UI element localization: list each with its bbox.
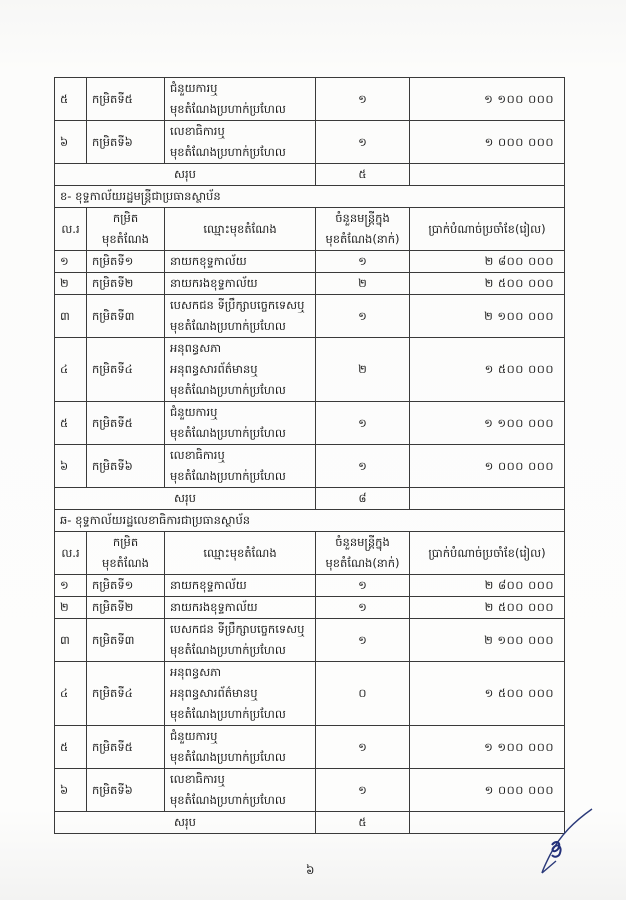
section-title-row <box>55 510 565 532</box>
salary-cell: ១ ៥០០ ០០០ <box>410 662 565 726</box>
table-row <box>55 121 565 164</box>
grade-cell: កម្រិតទី២ <box>87 597 165 619</box>
grade-cell: កម្រិតទី៥ <box>87 78 165 121</box>
grade-cell: កម្រិតទី១ <box>87 251 165 273</box>
salary-cell: ១ ១០០ ០០០ <box>410 402 565 445</box>
grade-cell: កម្រិតទី៣ <box>87 619 165 662</box>
position-name-cell: លេខាធិការឬ មុខតំណែងប្រហាក់ប្រហែល <box>165 445 316 488</box>
row-number: ១ <box>55 575 87 597</box>
salary-cell: ២ ៨០០ ០០០ <box>410 575 565 597</box>
row-number: ២ <box>55 273 87 295</box>
col-header-grade: កម្រិត មុខតំណែង <box>87 532 165 575</box>
count-cell: ១ <box>316 597 410 619</box>
position-name-cell: អនុពន្ធសភា អនុពន្ធសារព័ត៌មានឬ មុខតំណែងប្រហាក់ប្រហែល <box>165 338 316 402</box>
grade-cell: កម្រិតទី៤ <box>87 338 165 402</box>
grade-cell: កម្រិតទី៥ <box>87 402 165 445</box>
total-row <box>55 488 565 510</box>
position-name-cell: ជំនួយការឬ មុខតំណែងប្រហាក់ប្រហែល <box>165 726 316 769</box>
table-row <box>55 78 565 121</box>
count-cell: ១ <box>316 402 410 445</box>
salary-table <box>54 77 565 834</box>
total-label: សរុប <box>55 488 316 510</box>
col-header-salary: ប្រាក់បំណាច់ប្រចាំខែ(រៀល) <box>410 208 565 251</box>
col-header-count: ចំនួនមន្ត្រីក្នុង មុខតំណែង(នាក់) <box>316 208 410 251</box>
table-row <box>55 251 565 273</box>
count-cell: ១ <box>316 445 410 488</box>
row-number: ៥ <box>55 726 87 769</box>
position-name-cell: នាយកខុទ្ទកាល័យ <box>165 575 316 597</box>
row-number: ៦ <box>55 769 87 812</box>
table-row <box>55 295 565 338</box>
signature-initials-icon <box>530 803 610 883</box>
row-number: ៥ <box>55 402 87 445</box>
count-cell: ១ <box>316 619 410 662</box>
position-name-cell: អនុពន្ធសភា អនុពន្ធសារព័ត៌មានឬ មុខតំណែងប្រហាក់ប្រហែល <box>165 662 316 726</box>
total-salary-empty <box>410 164 565 186</box>
col-header-salary: ប្រាក់បំណាច់ប្រចាំខែ(រៀល) <box>410 532 565 575</box>
grade-cell: កម្រិតទី៦ <box>87 769 165 812</box>
grade-cell: កម្រិតទី៥ <box>87 726 165 769</box>
page-number: ៦ <box>306 863 315 877</box>
total-row <box>55 164 565 186</box>
salary-cell: ១ ៥០០ ០០០ <box>410 338 565 402</box>
salary-cell: ២ ៥០០ ០០០ <box>410 597 565 619</box>
grade-cell: កម្រិតទី៦ <box>87 121 165 164</box>
position-name-cell: ជំនួយការឬ មុខតំណែងប្រហាក់ប្រហែល <box>165 402 316 445</box>
salary-cell: ២ ១០០ ០០០ <box>410 295 565 338</box>
header-row <box>55 208 565 251</box>
count-cell: ១ <box>316 121 410 164</box>
position-name-cell: លេខាធិការឬ មុខតំណែងប្រហាក់ប្រហែល <box>165 121 316 164</box>
table-row <box>55 597 565 619</box>
total-count: ៥ <box>316 812 410 834</box>
salary-cell: ១ ០០០ ០០០ <box>410 769 565 812</box>
total-label: សរុប <box>55 812 316 834</box>
row-number: ៤ <box>55 662 87 726</box>
count-cell: ០ <box>316 662 410 726</box>
row-number: ៦ <box>55 445 87 488</box>
row-number: ៦ <box>55 121 87 164</box>
table-row <box>55 769 565 812</box>
position-name-cell: លេខាធិការឬ មុខតំណែងប្រហាក់ប្រហែល <box>165 769 316 812</box>
row-number: ៣ <box>55 295 87 338</box>
position-name-cell: នាយកខុទ្ទកាល័យ <box>165 251 316 273</box>
salary-cell: ១ ០០០ ០០០ <box>410 445 565 488</box>
count-cell: ១ <box>316 295 410 338</box>
table-row <box>55 662 565 726</box>
position-name-cell: បេសកជន ទីប្រឹក្សាបច្ចេកទេសឬ មុខតំណែងប្រហាក់ប្រហែល <box>165 619 316 662</box>
col-header-no: ល.រ <box>55 532 87 575</box>
col-header-position-name: ឈ្មោះមុខតំណែង <box>165 532 316 575</box>
position-name-cell: បេសកជន ទីប្រឹក្សាបច្ចេកទេសឬ មុខតំណែងប្រហាក់ប្រហែល <box>165 295 316 338</box>
row-number: ១ <box>55 251 87 273</box>
table-row <box>55 402 565 445</box>
table-row <box>55 445 565 488</box>
count-cell: ២ <box>316 273 410 295</box>
header-row <box>55 532 565 575</box>
count-cell: ១ <box>316 78 410 121</box>
grade-cell: កម្រិតទី៤ <box>87 662 165 726</box>
count-cell: ១ <box>316 251 410 273</box>
table-row <box>55 338 565 402</box>
salary-cell: ២ ៥០០ ០០០ <box>410 273 565 295</box>
total-salary-empty <box>410 488 565 510</box>
salary-cell: ១ ០០០ ០០០ <box>410 121 565 164</box>
row-number: ៣ <box>55 619 87 662</box>
table-row <box>55 726 565 769</box>
count-cell: ១ <box>316 726 410 769</box>
col-header-count: ចំនួនមន្ត្រីក្នុង មុខតំណែង(នាក់) <box>316 532 410 575</box>
section-c-title: ឆ- ខុទ្ទកាល័យរដ្ឋលេខាធិការជាប្រធានស្ថាប័ន <box>55 510 565 532</box>
salary-cell: ២ ១០០ ០០០ <box>410 619 565 662</box>
position-name-cell: នាយករងខុទ្ទកាល័យ <box>165 273 316 295</box>
col-header-no: ល.រ <box>55 208 87 251</box>
section-title-row <box>55 186 565 208</box>
table-row <box>55 619 565 662</box>
grade-cell: កម្រិតទី៦ <box>87 445 165 488</box>
table-row <box>55 575 565 597</box>
salary-cell: ១ ១០០ ០០០ <box>410 78 565 121</box>
row-number: ៥ <box>55 78 87 121</box>
row-number: ២ <box>55 597 87 619</box>
col-header-grade: កម្រិត មុខតំណែង <box>87 208 165 251</box>
section-b-title: ខ- ខុទ្ទកាល័យរដ្ឋមន្ត្រីជាប្រធានស្ថាប័ន <box>55 186 565 208</box>
grade-cell: កម្រិតទី៣ <box>87 295 165 338</box>
count-cell: ២ <box>316 338 410 402</box>
count-cell: ១ <box>316 769 410 812</box>
position-name-cell: នាយករងខុទ្ទកាល័យ <box>165 597 316 619</box>
salary-cell: ១ ១០០ ០០០ <box>410 726 565 769</box>
grade-cell: កម្រិតទី១ <box>87 575 165 597</box>
salary-cell: ២ ៨០០ ០០០ <box>410 251 565 273</box>
position-name-cell: ជំនួយការឬ មុខតំណែងប្រហាក់ប្រហែល <box>165 78 316 121</box>
total-count: ៨ <box>316 488 410 510</box>
col-header-position-name: ឈ្មោះមុខតំណែង <box>165 208 316 251</box>
total-count: ៥ <box>316 164 410 186</box>
grade-cell: កម្រិតទី២ <box>87 273 165 295</box>
total-row <box>55 812 565 834</box>
row-number: ៤ <box>55 338 87 402</box>
table-row <box>55 273 565 295</box>
total-label: សរុប <box>55 164 316 186</box>
count-cell: ១ <box>316 575 410 597</box>
